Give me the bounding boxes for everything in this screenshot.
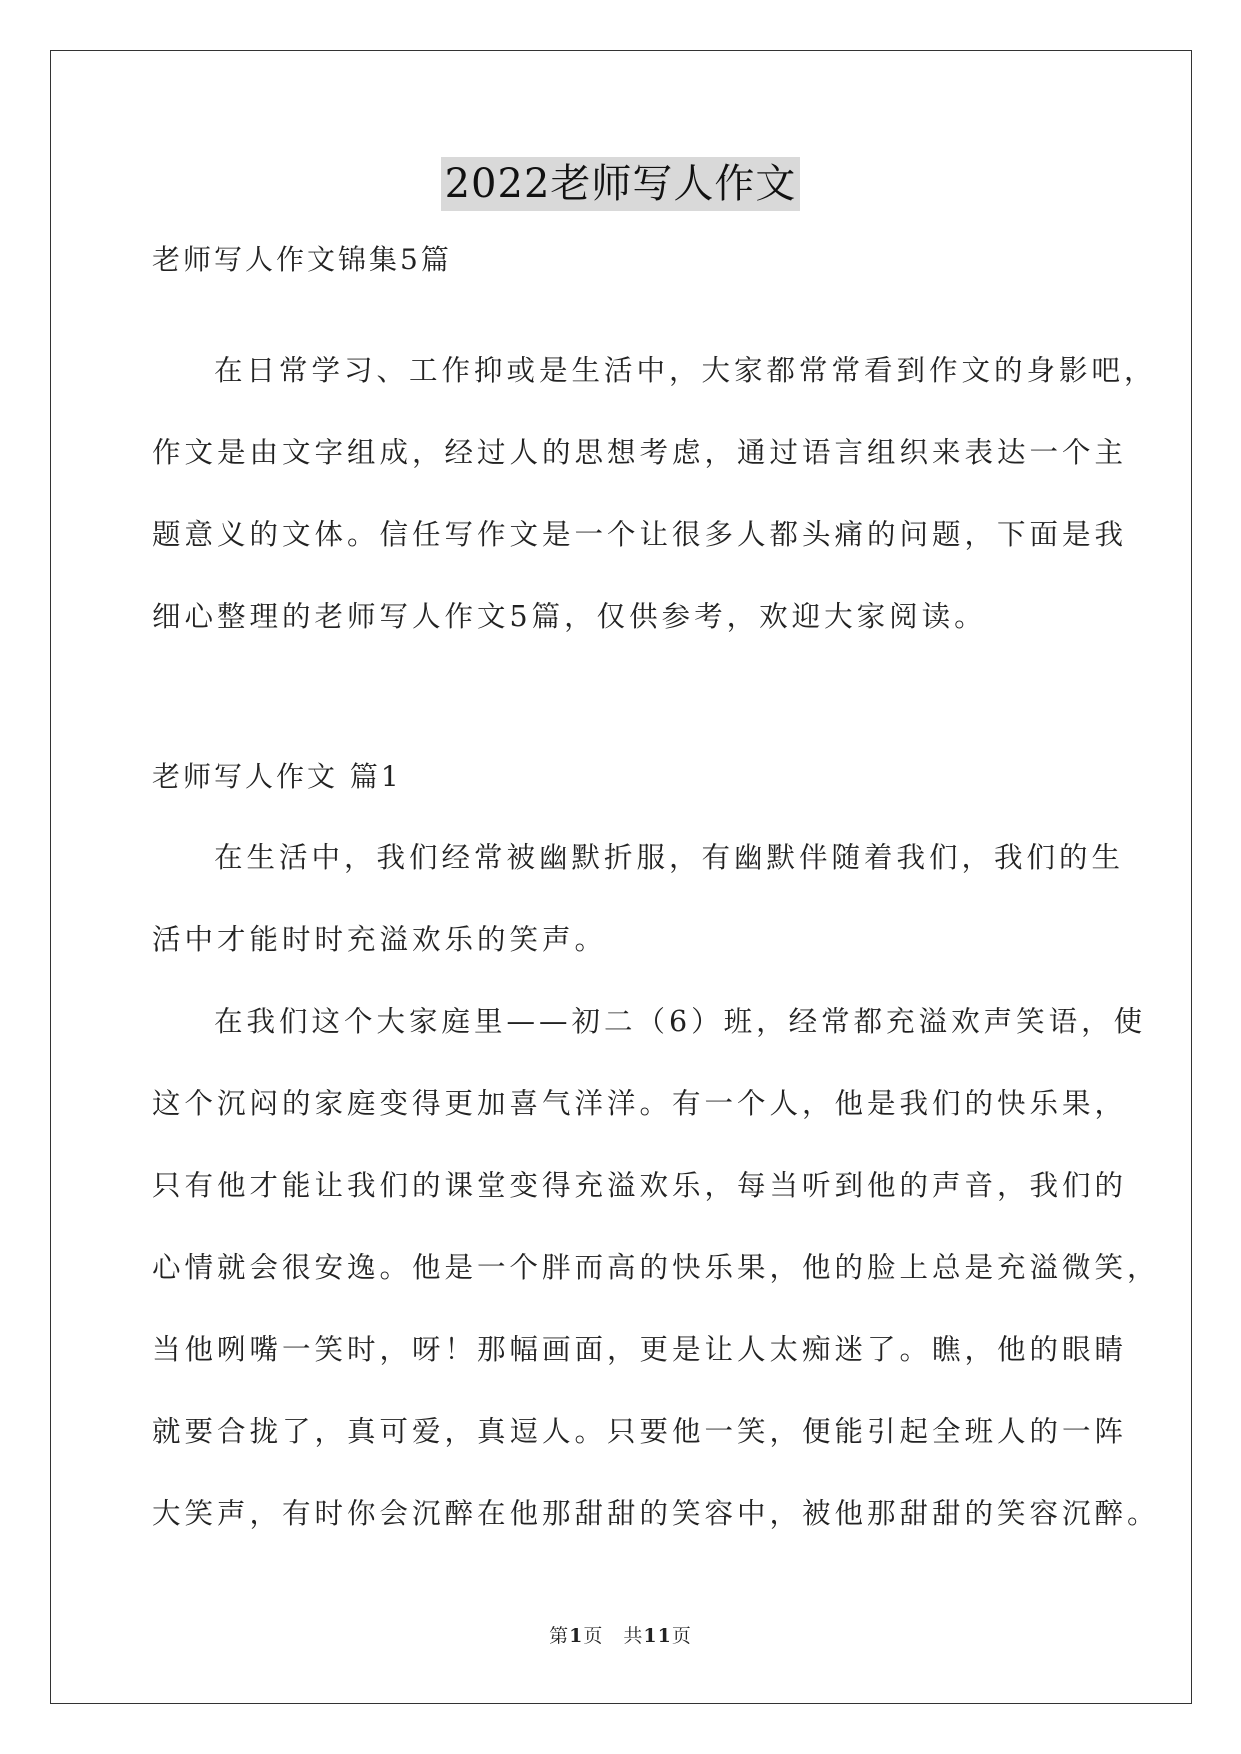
paragraph-line: 活中才能时时充溢欢乐的笑声。 [152, 923, 608, 956]
paragraph-line: 当他咧嘴一笑时，呀！那幅画面，更是让人太痴迷了。瞧，他的眼睛 [152, 1333, 1128, 1366]
document-title: 2022老师写人作文 [441, 157, 801, 211]
title-container [0, 157, 1241, 211]
paragraph-line: 心情就会很安逸。他是一个胖而高的快乐果，他的脸上总是充溢微笑， [152, 1251, 1160, 1284]
section-body [152, 817, 1160, 1555]
paragraph-line: 只有他才能让我们的课堂变得充溢欢乐，每当听到他的声音，我们的 [152, 1169, 1128, 1202]
paragraph-line: 大笑声，有时你会沉醉在他那甜甜的笑容中，被他那甜甜的笑容沉醉。 [152, 1497, 1160, 1530]
paragraph-line: 题意义的文体。信任写作文是一个让很多人都头痛的问题，下面是我 [152, 518, 1128, 551]
current-page-number: 1 [569, 1625, 584, 1647]
footer-suffix: 页 [671, 1625, 692, 1647]
total-page-count: 11 [643, 1625, 672, 1647]
section-heading: 老师写人作文 篇1 [152, 760, 402, 793]
footer-mid: 页 共 [583, 1625, 644, 1647]
paragraph-line: 这个沉闷的家庭变得更加喜气洋洋。有一个人，他是我们的快乐果， [152, 1087, 1128, 1120]
paragraph-line: 细心整理的老师写人作文5篇，仅供参考，欢迎大家阅读。 [152, 600, 987, 633]
intro-paragraph [152, 330, 1157, 658]
footer-prefix: 第 [549, 1625, 570, 1647]
page-footer [0, 1621, 1241, 1648]
paragraph-line: 在生活中，我们经常被幽默折服，有幽默伴随着我们，我们的生 [214, 841, 1125, 874]
collection-subtitle: 老师写人作文锦集5篇 [152, 243, 452, 276]
paragraph-line: 作文是由文字组成，经过人的思想考虑，通过语言组织来表达一个主 [152, 436, 1128, 469]
paragraph-line: 就要合拢了，真可爱，真逗人。只要他一笑，便能引起全班人的一阵 [152, 1415, 1128, 1448]
paragraph-line: 在日常学习、工作抑或是生活中，大家都常常看到作文的身影吧， [214, 354, 1157, 387]
paragraph-line: 在我们这个大家庭里——初二（6）班，经常都充溢欢声笑语，使 [214, 1005, 1147, 1038]
